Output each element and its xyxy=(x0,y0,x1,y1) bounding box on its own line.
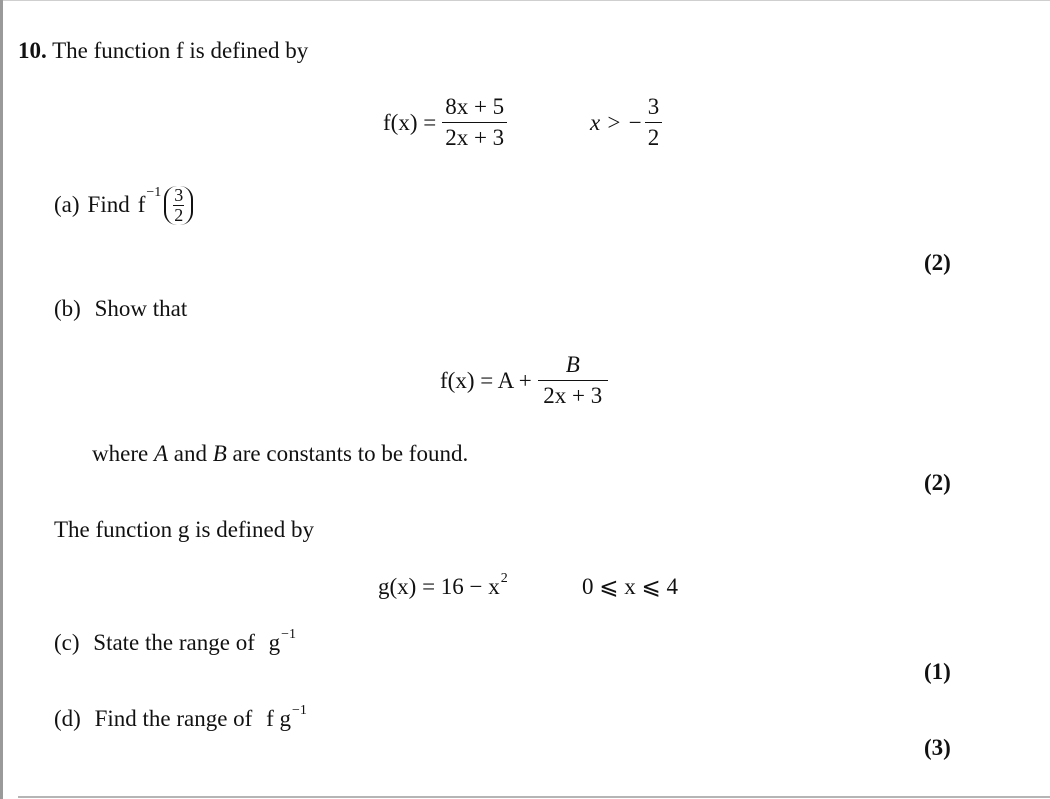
part-d xyxy=(54,703,307,732)
part-b-eq-numerator: B xyxy=(538,352,608,381)
part-b-label: (b) xyxy=(54,296,81,321)
part-a xyxy=(54,186,193,225)
part-c-inverse: −1 xyxy=(281,627,297,642)
part-a-argument xyxy=(164,186,193,225)
part-b-eq-fraction xyxy=(538,352,608,410)
part-c-marks: (1) xyxy=(924,659,951,684)
question-intro: The function f is defined by xyxy=(52,38,309,63)
g-intro: The function g is defined by xyxy=(54,517,314,542)
part-d-text: Find the range of xyxy=(94,706,253,731)
part-d-inverse: −1 xyxy=(292,703,307,718)
part-a-inverse: −1 xyxy=(146,185,162,201)
f-denominator: 2x + 3 xyxy=(445,125,505,151)
question-header xyxy=(18,38,308,64)
part-a-label: (a) xyxy=(54,192,80,218)
part-c-label: (c) xyxy=(54,630,80,655)
f-fraction xyxy=(442,94,507,152)
part-c xyxy=(54,627,297,656)
g-definition xyxy=(378,571,508,600)
part-b-marks: (2) xyxy=(924,470,951,495)
f-definition xyxy=(383,94,507,152)
g-lhs: g(x) = 16 − x xyxy=(378,574,500,599)
g-power: 2 xyxy=(500,571,508,586)
page-bottom-border xyxy=(18,796,1050,798)
part-c-func: g xyxy=(268,630,281,655)
f-domain-fraction xyxy=(645,94,663,152)
f-numerator: 8x + 5 xyxy=(442,94,507,123)
part-a-arg-denominator: 2 xyxy=(174,204,184,225)
f-domain xyxy=(590,94,662,152)
part-b-eq-denominator: 2x + 3 xyxy=(543,383,603,409)
part-d-marks: (3) xyxy=(924,735,951,760)
part-c-text: State the range of xyxy=(93,630,255,655)
question-number: 10. xyxy=(18,38,47,63)
part-a-func: f xyxy=(137,192,146,218)
part-a-marks: (2) xyxy=(924,250,951,275)
part-d-func: f g xyxy=(266,706,292,731)
f-lhs: f(x) = xyxy=(383,109,437,135)
f-domain-numerator: 3 xyxy=(645,94,663,123)
part-b-where: where A and B are constants to be found. xyxy=(92,441,469,466)
part-b-text: Show that xyxy=(94,296,188,321)
f-domain-denominator: 2 xyxy=(647,125,660,151)
page-top-border xyxy=(0,0,1050,1)
g-domain: 0 ⩽ x ⩽ 4 xyxy=(582,574,679,599)
part-d-label: (d) xyxy=(54,706,81,731)
part-a-text: Find xyxy=(87,192,130,218)
part-b-equation xyxy=(440,352,608,410)
part-b-eq-lhs: f(x) = A + xyxy=(440,367,532,393)
page-left-border xyxy=(0,0,3,799)
f-domain-lhs: x > − xyxy=(590,109,643,135)
part-b xyxy=(54,296,187,322)
part-a-arg-numerator: 3 xyxy=(174,185,184,205)
